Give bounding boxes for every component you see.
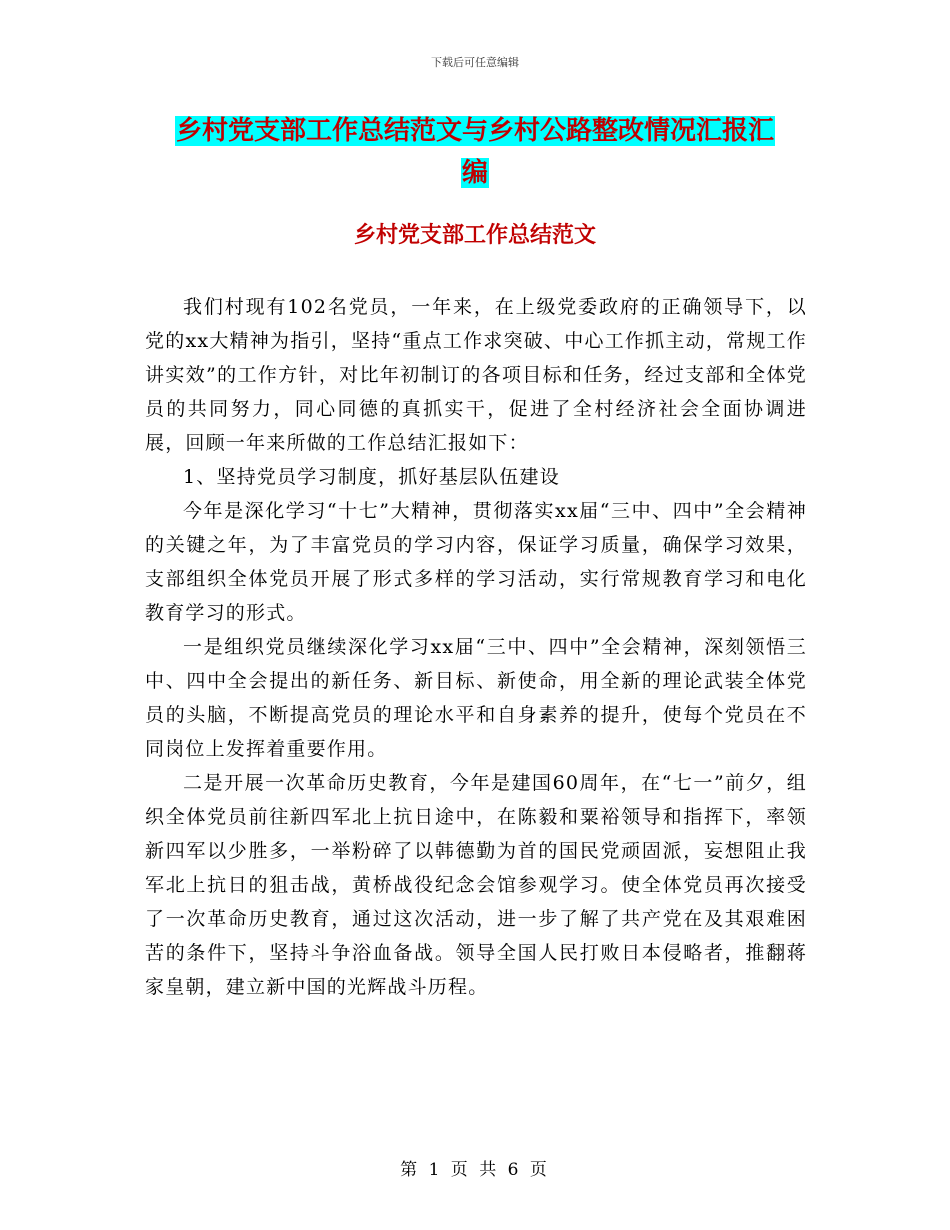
paragraph-item-1: 一是组织党员继续深化学习xx届“三中、四中”全会精神，深刻领悟三中、四中全会提出的新任务、新目标、新使命，用全新的理论武装全体党员的头脑，不断提高党员的理论水平和自身素养的提升，使每个党员在不同岗位上发挥着重要作用。 — [145, 636, 807, 760]
paragraph-intro: 我们村现有102名党员，一年来，在上级党委政府的正确领导下，以党的xx大精神为指引，坚持“重点工作求突破、中心工作抓主动，常规工作讲实效”的工作方针，对比年初制订的各项目标和任务，经过支部和全体党员的共同努力，同心同德的真抓实干，促进了全村经济社会全面协调进展，回顾一年来所做的工作总结汇报如下： — [145, 296, 807, 454]
paragraph-study: 今年是深化学习“十七”大精神，贯彻落实xx届“三中、四中”全会精神的关键之年，为了丰富党员的学习内容，保证学习质量，确保学习效果，支部组织全体党员开展了形式多样的学习活动，实行常规教育学习和电化教育学习的形式。 — [145, 500, 807, 624]
document-body — [145, 290, 807, 1004]
section-title: 乡村党支部工作总结范文 — [353, 222, 596, 248]
document-title-line-1: 乡村党支部工作总结范文与乡村公路整改情况汇报汇 — [175, 116, 774, 146]
page-footer: 第 1 页 共 6 页 — [400, 1160, 550, 1180]
document-title — [145, 110, 805, 194]
document-title-line-2: 编 — [461, 158, 488, 188]
paragraph-heading-1: 1、坚持党员学习制度，抓好基层队伍建设 — [183, 466, 560, 488]
paragraph-item-2: 二是开展一次革命历史教育，今年是建国60周年，在“七一”前夕，组织全体党员前往新四军北上抗日途中，在陈毅和粟裕领导和指挥下，率领新四军以少胜多，一举粉碎了以韩德勤为首的国民党顽固派，妄想阻止我军北上抗日的狙击战，黄桥战役纪念会馆参观学习。使全体党员再次接受了一次革命历史教育，通过这次活动，进一步了解了共产党在及其艰难困苦的条件下，坚持斗争浴血备战。领导全国人民打败日本侵略者，推翻蒋家皇朝，建立新中国的光辉战斗历程。 — [145, 772, 807, 998]
header-note: 下载后可任意编辑 — [431, 56, 519, 69]
